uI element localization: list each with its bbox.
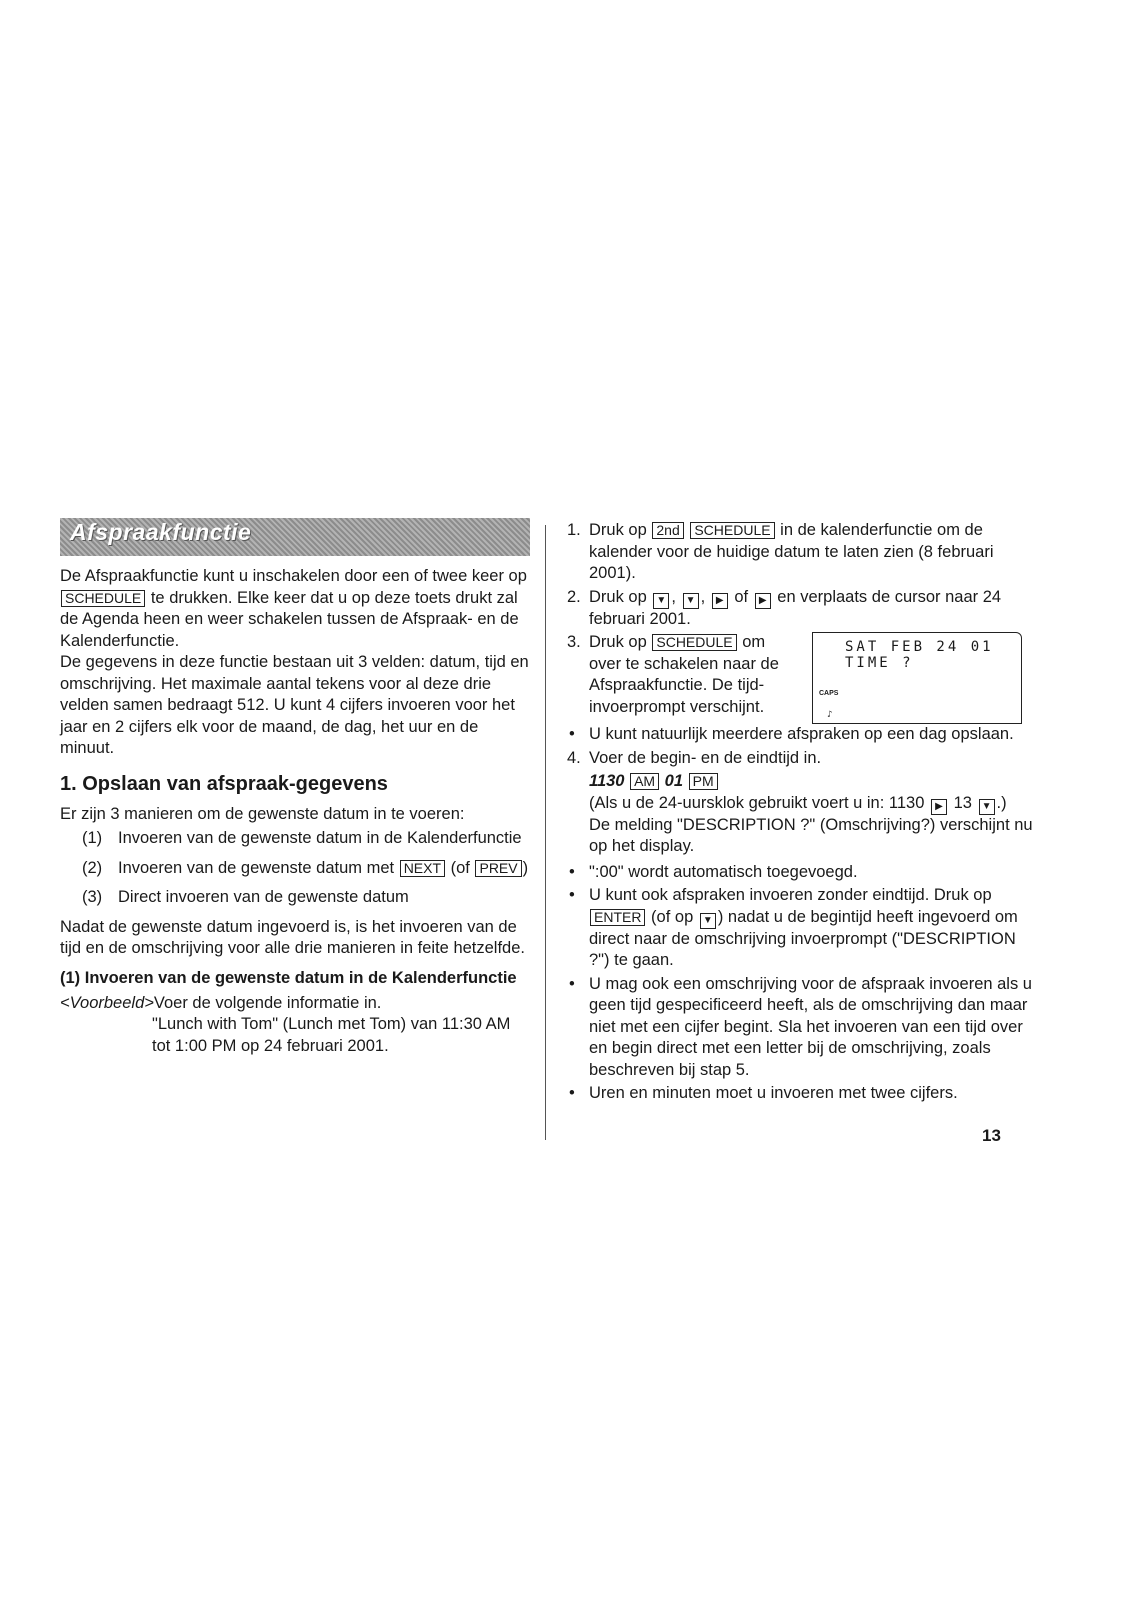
intro-paragraph-1: De Afspraakfunctie kunt u inschakelen door een of twee keer op SCHEDULE te drukken. Elke keer dat u op deze toets drukt zal de Agenda heen en weer schakelen tussen de Afspraak- en de Kalenderfunctie.	[60, 567, 527, 650]
enter-key: ENTER	[590, 909, 645, 926]
heading-kalenderfunctie: (1) Invoeren van de gewenste datum in de Kalenderfunctie	[60, 968, 517, 987]
2nd-key: 2nd	[652, 522, 683, 539]
next-key: NEXT	[400, 860, 445, 877]
schedule-key: SCHEDULE	[690, 522, 774, 539]
section-title: Afspraakfunctie	[70, 519, 252, 545]
right-arrow-icon: ▶	[931, 799, 947, 815]
down-arrow-icon: ▼	[979, 799, 995, 815]
bullet-meerdere-afspraken: • U kunt natuurlijk meerdere afspraken op een dag opslaan.	[567, 724, 1037, 746]
method-2: (2) Invoeren van de gewenste datum met NEXT (of PREV )	[82, 858, 529, 877]
methods-after: Nadat de gewenste datum ingevoerd is, is het invoeren van de tijd en de omschrijving voor alle drie manieren in feite hetzelfde.	[60, 917, 525, 957]
step-1: 1. Druk op 2nd SCHEDULE in de kalenderfunctie om de kalender voor de huidige datum te laten zien (8 februari 2001).	[567, 521, 994, 582]
left-column	[60, 518, 530, 1057]
lcd-row-1: SAT FEB 24 01	[845, 639, 994, 655]
down-arrow-icon: ▼	[653, 593, 669, 609]
down-arrow-icon: ▼	[700, 913, 716, 929]
example-tag: <Voorbeeld>	[60, 993, 154, 1012]
down-arrow-icon: ▼	[683, 593, 699, 609]
example-detail: "Lunch with Tom" (Lunch met Tom) van 11:30 AM tot 1:00 PM op 24 februari 2001.	[152, 1015, 511, 1055]
section-banner	[60, 518, 530, 556]
step-4-message: De melding "DESCRIPTION ?" (Omschrijving?) verschijnt nu op het display.	[589, 815, 1033, 855]
schedule-key: SCHEDULE	[652, 634, 736, 651]
method-3: (3) Direct invoeren van de gewenste datum	[82, 888, 409, 906]
pm-key: PM	[689, 773, 718, 790]
page-number: 13	[982, 1126, 1001, 1145]
lcd-sound-indicator: ♪	[827, 710, 833, 720]
method-1: (1) Invoeren van de gewenste datum in de Kalenderfunctie	[82, 829, 522, 847]
am-key: AM	[630, 773, 659, 790]
heading-opslaan: 1. Opslaan van afspraak-gegevens	[60, 772, 388, 795]
step-4-input: 1130 AM 01 PM	[567, 771, 1037, 793]
right-column	[567, 518, 1037, 1107]
bullet-zonder-eindtijd: • U kunt ook afspraken invoeren zonder eindtijd. Druk op ENTER (of op ▼ ) nadat u de begintijd heeft ingevoerd om direct naar de omschrijving invoerprompt ("DESCRIPTION ?") te gaan.	[567, 885, 1037, 972]
lcd-display	[812, 632, 1022, 724]
step-4: 4. Voer de begin- en de eindtijd in.	[567, 748, 822, 767]
step-3: 3. Druk op SCHEDULE om over te schakelen naar de Afspraakfunctie. De tijd-invoerprompt verschijnt. SAT FEB 24 01 TIME ? CAPS ♪	[567, 632, 1037, 722]
right-arrow-icon: ▶	[712, 593, 728, 609]
bullet-auto-00: • ":00" wordt automatisch toegevoegd.	[567, 862, 1037, 884]
schedule-key: SCHEDULE	[61, 590, 145, 607]
bullet-twee-cijfers: • Uren en minuten moet u invoeren met twee cijfers.	[567, 1083, 1037, 1105]
step-4-note: (Als u de 24-uursklok gebruikt voert u in: 1130 ▶ 13 ▼ .)	[567, 793, 1037, 815]
methods-intro: Er zijn 3 manieren om de gewenste datum in te voeren:	[60, 804, 465, 823]
prev-key: PREV	[475, 860, 521, 877]
bullet-omschrijving: • U mag ook een omschrijving voor de afspraak invoeren als u geen tijd gespecificeerd heeft, als de omschrijving dan maar niet met een cijfer begint. Sla het invoeren van een tijd over en begin direct met een letter bij de omschrijving, zoals beschreven bij stap 5.	[567, 974, 1037, 1082]
lcd-caps-indicator: CAPS	[819, 690, 839, 697]
intro-paragraph-2: De gegevens in deze functie bestaan uit 3 velden: datum, tijd en omschrijving. Het maximale aantal tekens voor al deze drie velden samen bedraagt 512. U kunt 4 cijfers invoeren voor het jaar en 2 cijfers elk voor de maand, de dag, het uur en de minuut.	[60, 653, 529, 757]
lcd-row-2: TIME ?	[845, 655, 914, 671]
step-2: 2. Druk op ▼ , ▼ , ▶ of ▶ en verplaats de cursor naar 24 februari 2001.	[567, 587, 1002, 628]
example-line: <Voorbeeld>Voer de volgende informatie in.	[60, 993, 382, 1012]
column-divider	[545, 525, 546, 1140]
right-arrow-icon: ▶	[755, 593, 771, 609]
